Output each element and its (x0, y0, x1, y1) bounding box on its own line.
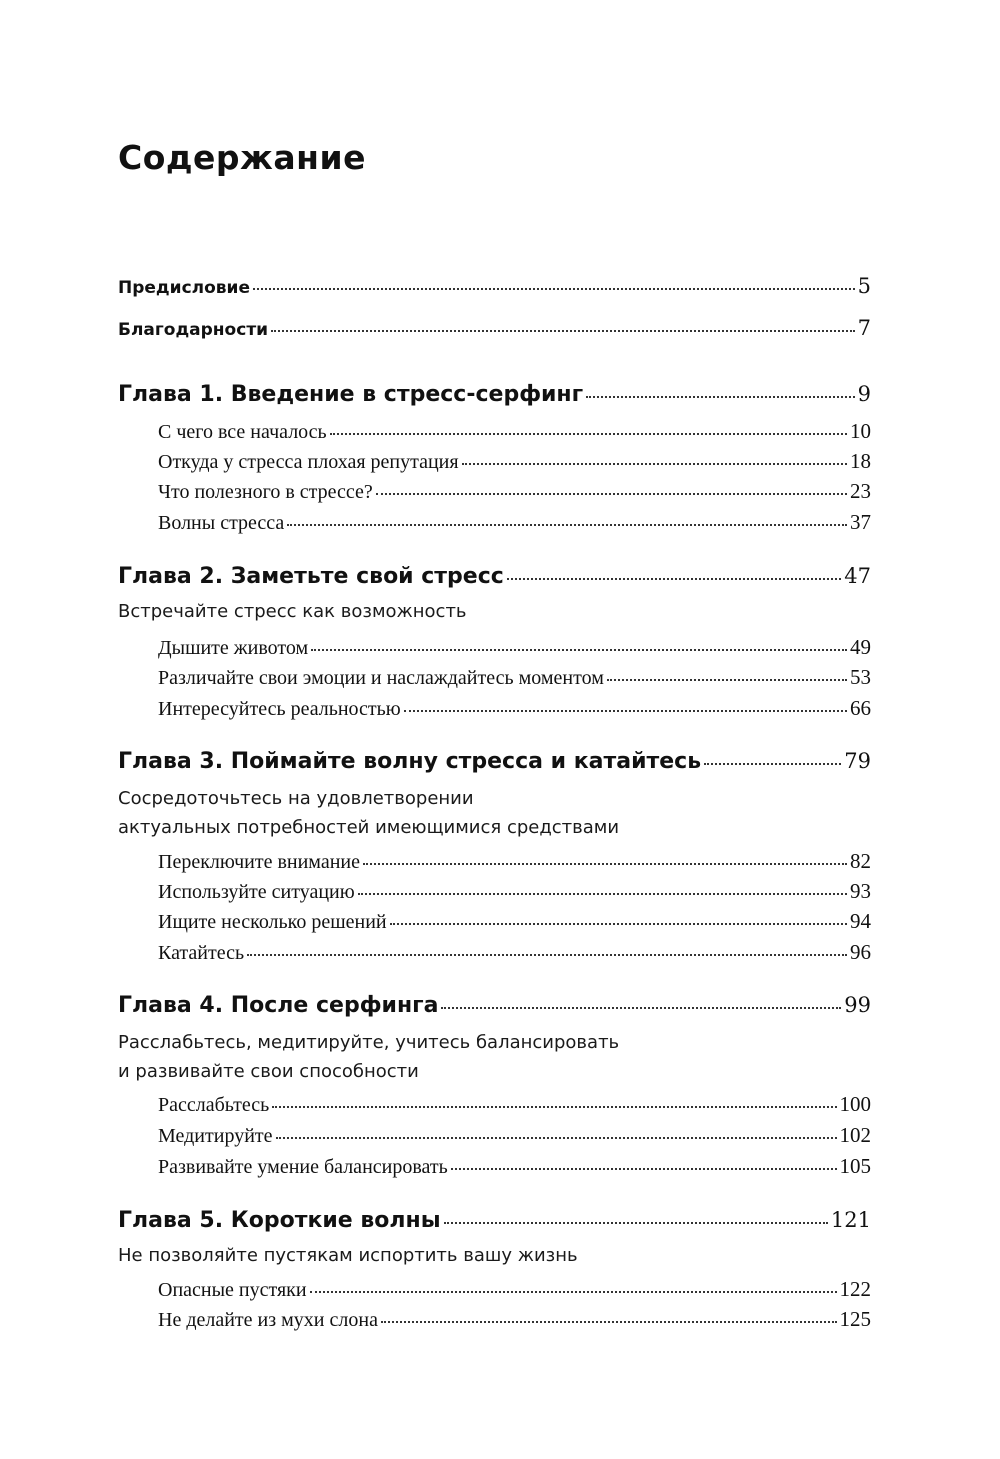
toc-entry-label: Предисловие (118, 278, 250, 298)
dot-leader (704, 763, 841, 765)
chapter-tagline: Расслабьтесь, медитируйте, учитесь балансировать (118, 1032, 620, 1053)
toc-section-label: Медитируйте (158, 1125, 273, 1147)
toc-page-number: 9 (857, 382, 871, 406)
toc-page-number: 93 (850, 879, 871, 903)
toc-section[interactable] (158, 1277, 871, 1307)
toc-page-number: 125 (839, 1307, 871, 1331)
toc-chapter-title: Глава 5. Короткие волны (118, 1208, 441, 1233)
toc-section[interactable] (158, 909, 871, 939)
toc-chapter-2[interactable] (118, 564, 871, 598)
toc-chapter-title: Глава 3. Поймайте волну стресса и катайтесь (118, 749, 702, 774)
toc-section[interactable] (158, 665, 871, 695)
dot-leader (507, 578, 841, 580)
toc-section-label: Катайтесь (158, 942, 245, 964)
toc-page-number: 82 (850, 849, 871, 873)
toc-section[interactable] (158, 940, 871, 970)
toc-page-number: 37 (850, 510, 871, 534)
toc-section-label: Не делайте из мухи слона (158, 1309, 378, 1331)
page-title: Содержание (118, 138, 366, 177)
toc-section-label: Переключите внимание (158, 851, 360, 873)
toc-page-number: 53 (850, 665, 871, 689)
toc-section[interactable] (158, 635, 871, 665)
toc-section[interactable] (158, 1123, 871, 1153)
toc-page-number: 96 (850, 940, 871, 964)
toc-chapter-5[interactable] (118, 1208, 871, 1242)
dot-leader (376, 493, 847, 495)
chapter-tagline: Не позволяйте пустякам испортить вашу жизнь (118, 1245, 578, 1266)
toc-section[interactable] (158, 696, 871, 726)
toc-page-number: 79 (844, 749, 871, 773)
toc-section-label: Волны стресса (158, 512, 285, 534)
toc-page-number: 99 (844, 993, 871, 1017)
toc-section-label: Различайте свои эмоции и наслаждайтесь моментом (158, 667, 604, 689)
toc-page-number: 102 (839, 1123, 871, 1147)
dot-leader (607, 679, 847, 681)
toc-page-number: 23 (850, 479, 871, 503)
toc-section[interactable] (158, 510, 871, 540)
toc-section-label: Опасные пустяки (158, 1279, 307, 1301)
toc-entry-acknowledgements[interactable] (118, 316, 871, 346)
toc-section-label: Расслабьтесь (158, 1094, 270, 1116)
toc-section[interactable] (158, 419, 871, 449)
dot-leader (390, 923, 847, 925)
toc-section-label: Дышите животом (158, 637, 309, 659)
dot-leader (330, 433, 847, 435)
toc-chapter-title: Глава 1. Введение в стресс-серфинг (118, 382, 584, 407)
dot-leader (247, 954, 847, 956)
toc-page-number: 121 (830, 1208, 871, 1232)
dot-leader (287, 524, 847, 526)
dot-leader (444, 1222, 828, 1224)
dot-leader (358, 893, 847, 895)
dot-leader (311, 649, 847, 651)
dot-leader (272, 1106, 836, 1108)
toc-section-label: Интересуйтесь реальностью (158, 698, 401, 720)
toc-page-number: 7 (857, 316, 871, 340)
toc-page-number: 5 (857, 274, 871, 298)
dot-leader (381, 1321, 837, 1323)
dot-leader (586, 396, 854, 398)
toc-chapter-1[interactable] (118, 382, 871, 416)
toc-page-number: 18 (850, 449, 871, 473)
dot-leader (271, 330, 855, 332)
toc-section-label: Что полезного в стрессе? (158, 481, 373, 503)
toc-section[interactable] (158, 1307, 871, 1337)
toc-page-number: 94 (850, 909, 871, 933)
toc-section[interactable] (158, 479, 871, 509)
toc-page-number: 100 (839, 1092, 871, 1116)
dot-leader (363, 863, 847, 865)
dot-leader (276, 1137, 837, 1139)
chapter-tagline: Сосредоточьтесь на удовлетворении (118, 788, 474, 809)
dot-leader (404, 710, 847, 712)
toc-section-label: Откуда у стресса плохая репутация (158, 451, 459, 473)
toc-page-number: 105 (839, 1154, 871, 1178)
toc-section[interactable] (158, 1154, 871, 1184)
chapter-tagline: актуальных потребностей имеющимися средствами (118, 817, 620, 838)
toc-page-number: 47 (844, 564, 871, 588)
toc-section[interactable] (158, 849, 871, 879)
toc-section-label: Используйте ситуацию (158, 881, 355, 903)
toc-chapter-title: Глава 2. Заметьте свой стресс (118, 564, 504, 589)
toc-section-label: С чего все началось (158, 421, 327, 443)
toc-entry-label: Благодарности (118, 320, 269, 340)
dot-leader (451, 1168, 837, 1170)
dot-leader (310, 1291, 837, 1293)
chapter-tagline: и развивайте свои способности (118, 1061, 419, 1082)
toc-page-number: 10 (850, 419, 871, 443)
dot-leader (462, 463, 847, 465)
toc-section-label: Развивайте умение балансировать (158, 1156, 448, 1178)
toc-chapter-4[interactable] (118, 993, 871, 1027)
toc-section[interactable] (158, 1092, 871, 1122)
toc-chapter-3[interactable] (118, 749, 871, 783)
toc-section-label: Ищите несколько решений (158, 911, 387, 933)
toc-entry-preface[interactable] (118, 274, 871, 304)
dot-leader (441, 1007, 841, 1009)
dot-leader (253, 288, 855, 290)
toc-section[interactable] (158, 449, 871, 479)
toc-page-number: 49 (850, 635, 871, 659)
toc-page-number: 122 (839, 1277, 871, 1301)
toc-section[interactable] (158, 879, 871, 909)
chapter-tagline: Встречайте стресс как возможность (118, 601, 467, 622)
toc-chapter-title: Глава 4. После серфинга (118, 993, 439, 1018)
toc-page-number: 66 (850, 696, 871, 720)
